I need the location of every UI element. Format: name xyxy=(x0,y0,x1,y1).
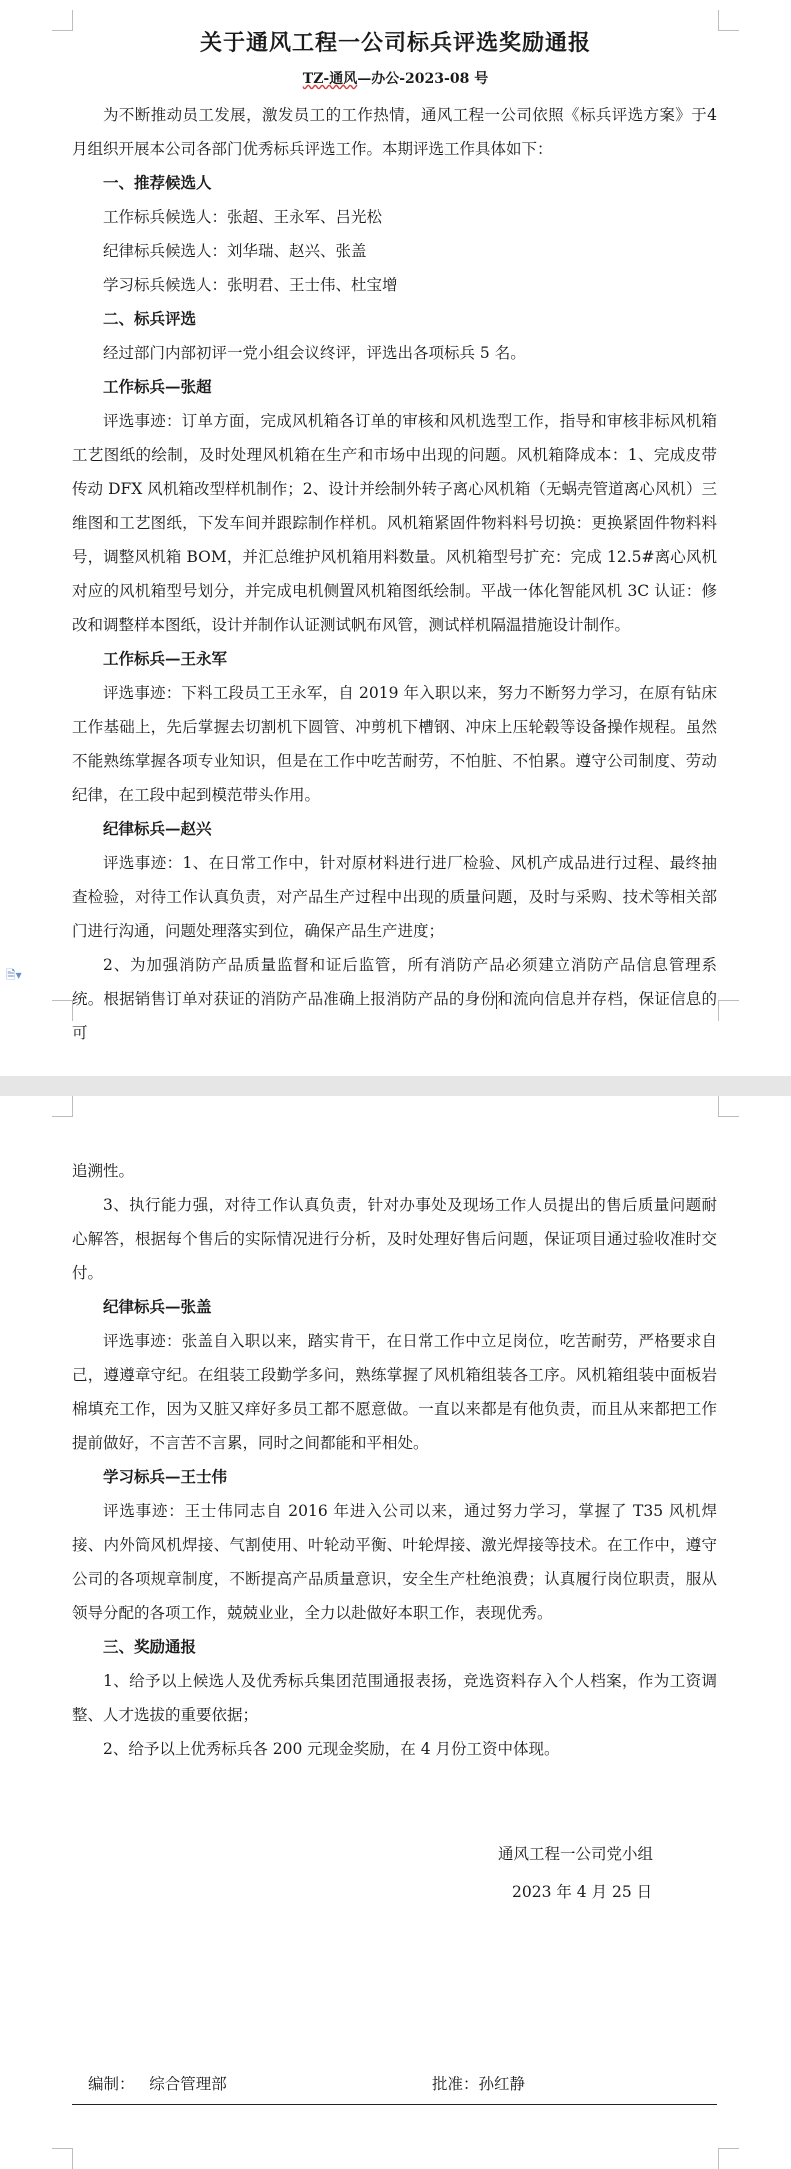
crop-mark xyxy=(718,1000,739,1021)
section2-heading: 二、标兵评选 xyxy=(103,309,197,328)
page1-body xyxy=(72,98,717,1050)
reward-line: 2、给予以上优秀标兵各 200 元现金奖励，在 4 月份工资中体现。 xyxy=(103,1740,560,1758)
candidate-line: 学习标兵候选人：张明君、王士伟、杜宝增 xyxy=(103,276,398,294)
paragraph-text: 和流向信息并存档，保证信息的可 xyxy=(72,990,717,1042)
document-number xyxy=(0,68,791,88)
doc-number-prefix: TZ-通风 xyxy=(302,71,358,87)
candidate-line: 工作标兵候选人：张超、王永军、吕光松 xyxy=(103,208,383,226)
signature-date: 2023 年 4 月 25 日 xyxy=(512,1883,653,1901)
signature-org: 通风工程一公司党小组 xyxy=(498,1845,654,1863)
section2-intro: 经过部门内部初评一党小组会议终评，评选出各项标兵 5 名。 xyxy=(103,344,526,362)
intro-paragraph: 为不断推动员工发展，激发员工的工作热情，通风工程一公司依照《标兵评选方案》于4月组织开展本公司各部门优秀标兵评选工作。本期评选工作具体如下： xyxy=(72,106,717,158)
award-heading: 工作标兵—张超 xyxy=(103,377,212,396)
footer-rule xyxy=(72,2104,717,2105)
section3-heading: 三、奖励通报 xyxy=(103,1637,197,1656)
page2-body xyxy=(72,1154,717,1766)
document-page-1 xyxy=(0,0,791,1076)
doc-number-rest: —办公-2023-08 号 xyxy=(357,71,489,87)
candidate-line: 纪律标兵候选人：刘华瑞、赵兴、张盖 xyxy=(103,242,367,260)
award-paragraph[interactable] xyxy=(72,948,717,1050)
document-page-2 xyxy=(0,1096,791,2166)
approver-value: 孙红静 xyxy=(478,2075,526,2093)
award-heading: 工作标兵—王永军 xyxy=(103,649,228,668)
footer-approver xyxy=(432,2072,525,2094)
crop-mark xyxy=(52,1000,73,1021)
award-heading: 纪律标兵—张盖 xyxy=(103,1297,212,1316)
award-paragraph: 3、执行能力强，对待工作认真负责，针对办事处及现场工作人员提出的售后质量问题耐心解答，根据每个售后的实际情况进行分析，及时处理好售后问题，保证项目通过验收准时交付。 xyxy=(72,1196,717,1282)
footer-editor xyxy=(88,2072,227,2094)
award-heading: 纪律标兵—赵兴 xyxy=(103,819,212,838)
editor-label: 编制： xyxy=(88,2075,135,2093)
crop-mark xyxy=(718,1096,739,1117)
award-paragraph: 评选事迹：1、在日常工作中，针对原材料进行进厂检验、风机产成品进行过程、最终抽查检验，对待工作认真负责，对产品生产过程中出现的质量问题，及时与采购、技术等相关部门进行沟通，问题处理落实到位，确保产品生产进度； xyxy=(72,854,717,940)
paragraph-text: 2、为加强消防产品质量监督和证后监管，所有消防产品必须建立消防产品信息管理系统。根据销售订单对获证的消防产品准确上报消防产品的身份 xyxy=(72,956,717,1008)
paragraph-options-icon[interactable]: 🗎▾ xyxy=(6,968,22,982)
approver-label: 批准： xyxy=(432,2075,479,2093)
award-paragraph: 评选事迹：下料工段员工王永军，自 2019 年入职以来，努力不断努力学习，在原有钻床工作基础上，先后掌握去切割机下圆管、冲剪机下槽钢、冲床上压轮毂等设备操作规程。虽然不能熟练掌握各项专业知识，但是在工作中吃苦耐劳，不怕脏、不怕累。遵守公司制度、劳动纪律，在工段中起到模范带头作用。 xyxy=(72,684,717,804)
page-gap xyxy=(0,1076,791,1096)
award-paragraph: 评选事迹：王士伟同志自 2016 年进入公司以来，通过努力学习，掌握了 T35 风机焊接、内外筒风机焊接、气割使用、叶轮动平衡、叶轮焊接、激光焊接等技术。在工作中，遵守公司的各项规章制度，不断提高产品质量意识，安全生产杜绝浪费；认真履行岗位职责，服从领导分配的各项工作，兢兢业业，全力以赴做好本职工作，表现优秀。 xyxy=(72,1502,717,1622)
award-paragraph: 评选事迹：张盖自入职以来，踏实肯干，在日常工作中立足岗位，吃苦耐劳，严格要求自己，遵遵章守纪。在组装工段勤学多问，熟练掌握了风机箱组装各工序。风机箱组装中面板岩棉填充工作，因为又脏又痒好多员工都不愿意做。一直以来都是有他负责，而且从来都把工作提前做好，不言苦不言累，同时之间都能和平相处。 xyxy=(72,1332,717,1452)
crop-mark xyxy=(52,1096,73,1117)
award-paragraph: 评选事迹：订单方面，完成风机箱各订单的审核和风机选型工作，指导和审核非标风机箱工艺图纸的绘制，及时处理风机箱在生产和市场中出现的问题。风机箱降成本：1、完成皮带传动 DFX 风机箱改型样机制作；2、设计并绘制外转子离心风机箱（无蜗壳管道离心风机）三维图和工艺图纸，下发车间并跟踪制作样机。风机箱紧固件物料料号切换：更换紧固件物料料号，调整风机箱 BOM，并汇总维护风机箱用料数量。风机箱型号扩充：完成 12.5#离心风机对应的风机箱型号划分，并完成电机侧置风机箱图纸绘制。平战一体化智能风机 3C 认证：修改和调整样本图纸，设计并制作认证测试帆布风管，测试样机隔温措施设计制作。 xyxy=(72,412,717,634)
document-title: 关于通风工程一公司标兵评选奖励通报 xyxy=(199,31,591,56)
paragraph-continuation: 追溯性。 xyxy=(72,1162,135,1180)
editor-value: 综合管理部 xyxy=(149,2075,227,2093)
reward-line: 1、给予以上候选人及优秀标兵集团范围通报表扬，竞选资料存入个人档案，作为工资调整、人才选拔的重要依据； xyxy=(72,1672,717,1724)
award-heading: 学习标兵—王士伟 xyxy=(103,1467,228,1486)
section1-heading: 一、推荐候选人 xyxy=(103,173,212,192)
